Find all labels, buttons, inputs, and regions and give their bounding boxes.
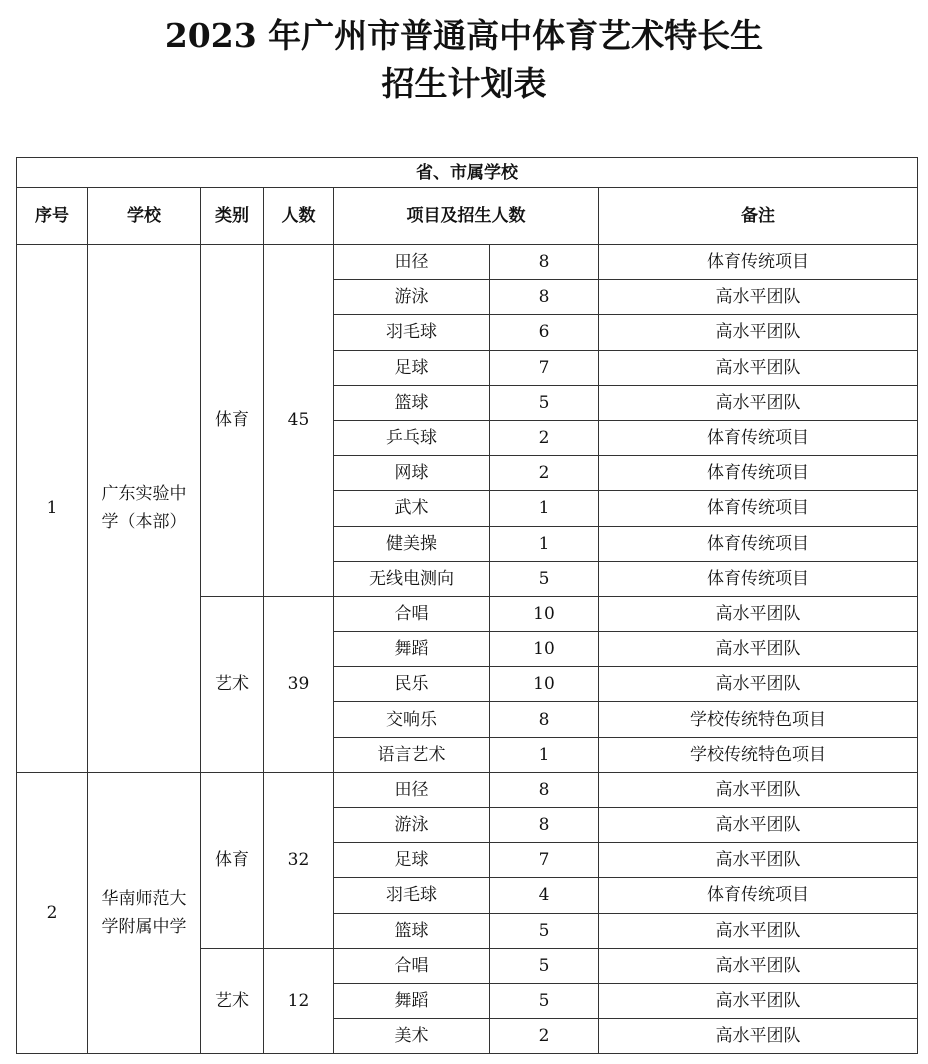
school-name: 华南师范大学附属中学 <box>88 772 201 1054</box>
item-remark: 高水平团队 <box>599 843 918 878</box>
item-remark: 高水平团队 <box>599 385 918 420</box>
item-remark: 学校传统特色项目 <box>599 702 918 737</box>
item-quota: 2 <box>490 456 599 491</box>
item-name: 篮球 <box>334 385 490 420</box>
item-name: 武术 <box>334 491 490 526</box>
item-name: 田径 <box>334 245 490 280</box>
count-cell: 32 <box>264 772 334 948</box>
item-name: 网球 <box>334 456 490 491</box>
item-quota: 8 <box>490 702 599 737</box>
school-number: 2 <box>17 772 88 1054</box>
item-quota: 2 <box>490 1019 599 1054</box>
school-name: 广东实验中学（本部） <box>88 245 201 773</box>
page-title: 2023 年广州市普通高中体育艺术特长生 <box>164 16 764 55</box>
item-name: 合唱 <box>334 948 490 983</box>
header-items: 项目及招生人数 <box>334 188 599 245</box>
item-quota: 1 <box>490 737 599 772</box>
item-name: 美术 <box>334 1019 490 1054</box>
item-name: 足球 <box>334 843 490 878</box>
count-cell: 45 <box>264 245 334 597</box>
item-name: 民乐 <box>334 667 490 702</box>
count-cell: 12 <box>264 948 334 1054</box>
item-quota: 2 <box>490 420 599 455</box>
header-count: 人数 <box>264 188 334 245</box>
header-school: 学校 <box>88 188 201 245</box>
item-quota: 6 <box>490 315 599 350</box>
item-remark: 学校传统特色项目 <box>599 737 918 772</box>
item-name: 健美操 <box>334 526 490 561</box>
item-quota: 5 <box>490 561 599 596</box>
category-cell: 艺术 <box>201 948 264 1054</box>
item-name: 篮球 <box>334 913 490 948</box>
page-subtitle: 招生计划表 <box>381 64 547 103</box>
item-remark: 高水平团队 <box>599 948 918 983</box>
header-category: 类别 <box>201 188 264 245</box>
item-remark: 高水平团队 <box>599 1019 918 1054</box>
item-quota: 5 <box>490 913 599 948</box>
item-quota: 5 <box>490 983 599 1018</box>
item-remark: 高水平团队 <box>599 983 918 1018</box>
item-remark: 体育传统项目 <box>599 878 918 913</box>
item-name: 舞蹈 <box>334 632 490 667</box>
section-header: 省、市属学校 <box>17 158 918 188</box>
item-name: 舞蹈 <box>334 983 490 1018</box>
item-quota: 1 <box>490 526 599 561</box>
category-cell: 艺术 <box>201 596 264 772</box>
item-name: 合唱 <box>334 596 490 631</box>
item-name: 乒乓球 <box>334 420 490 455</box>
item-remark: 体育传统项目 <box>599 456 918 491</box>
item-remark: 高水平团队 <box>599 808 918 843</box>
item-remark: 高水平团队 <box>599 280 918 315</box>
item-name: 足球 <box>334 350 490 385</box>
item-remark: 高水平团队 <box>599 632 918 667</box>
enrollment-plan-table <box>16 157 918 1054</box>
item-quota: 4 <box>490 878 599 913</box>
item-remark: 高水平团队 <box>599 667 918 702</box>
item-remark: 高水平团队 <box>599 596 918 631</box>
item-remark: 体育传统项目 <box>599 491 918 526</box>
item-quota: 10 <box>490 596 599 631</box>
item-remark: 体育传统项目 <box>599 245 918 280</box>
header-row <box>17 188 918 245</box>
item-name: 无线电测向 <box>334 561 490 596</box>
item-quota: 8 <box>490 245 599 280</box>
table-row <box>17 772 918 807</box>
category-cell: 体育 <box>201 245 264 597</box>
item-name: 羽毛球 <box>334 878 490 913</box>
item-quota: 5 <box>490 385 599 420</box>
item-remark: 高水平团队 <box>599 315 918 350</box>
item-quota: 8 <box>490 772 599 807</box>
item-remark: 体育传统项目 <box>599 561 918 596</box>
count-cell: 39 <box>264 596 334 772</box>
header-no: 序号 <box>17 188 88 245</box>
item-quota: 8 <box>490 280 599 315</box>
item-name: 游泳 <box>334 808 490 843</box>
item-name: 羽毛球 <box>334 315 490 350</box>
category-cell: 体育 <box>201 772 264 948</box>
item-quota: 10 <box>490 632 599 667</box>
item-quota: 7 <box>490 843 599 878</box>
item-quota: 10 <box>490 667 599 702</box>
item-remark: 高水平团队 <box>599 350 918 385</box>
item-quota: 5 <box>490 948 599 983</box>
item-remark: 高水平团队 <box>599 772 918 807</box>
item-quota: 7 <box>490 350 599 385</box>
item-name: 交响乐 <box>334 702 490 737</box>
item-name: 游泳 <box>334 280 490 315</box>
table-row <box>17 245 918 280</box>
header-remark: 备注 <box>599 188 918 245</box>
item-remark: 体育传统项目 <box>599 526 918 561</box>
item-name: 语言艺术 <box>334 737 490 772</box>
item-quota: 1 <box>490 491 599 526</box>
school-number: 1 <box>17 245 88 773</box>
section-row <box>17 158 918 188</box>
item-quota: 8 <box>490 808 599 843</box>
item-remark: 体育传统项目 <box>599 420 918 455</box>
item-name: 田径 <box>334 772 490 807</box>
item-remark: 高水平团队 <box>599 913 918 948</box>
